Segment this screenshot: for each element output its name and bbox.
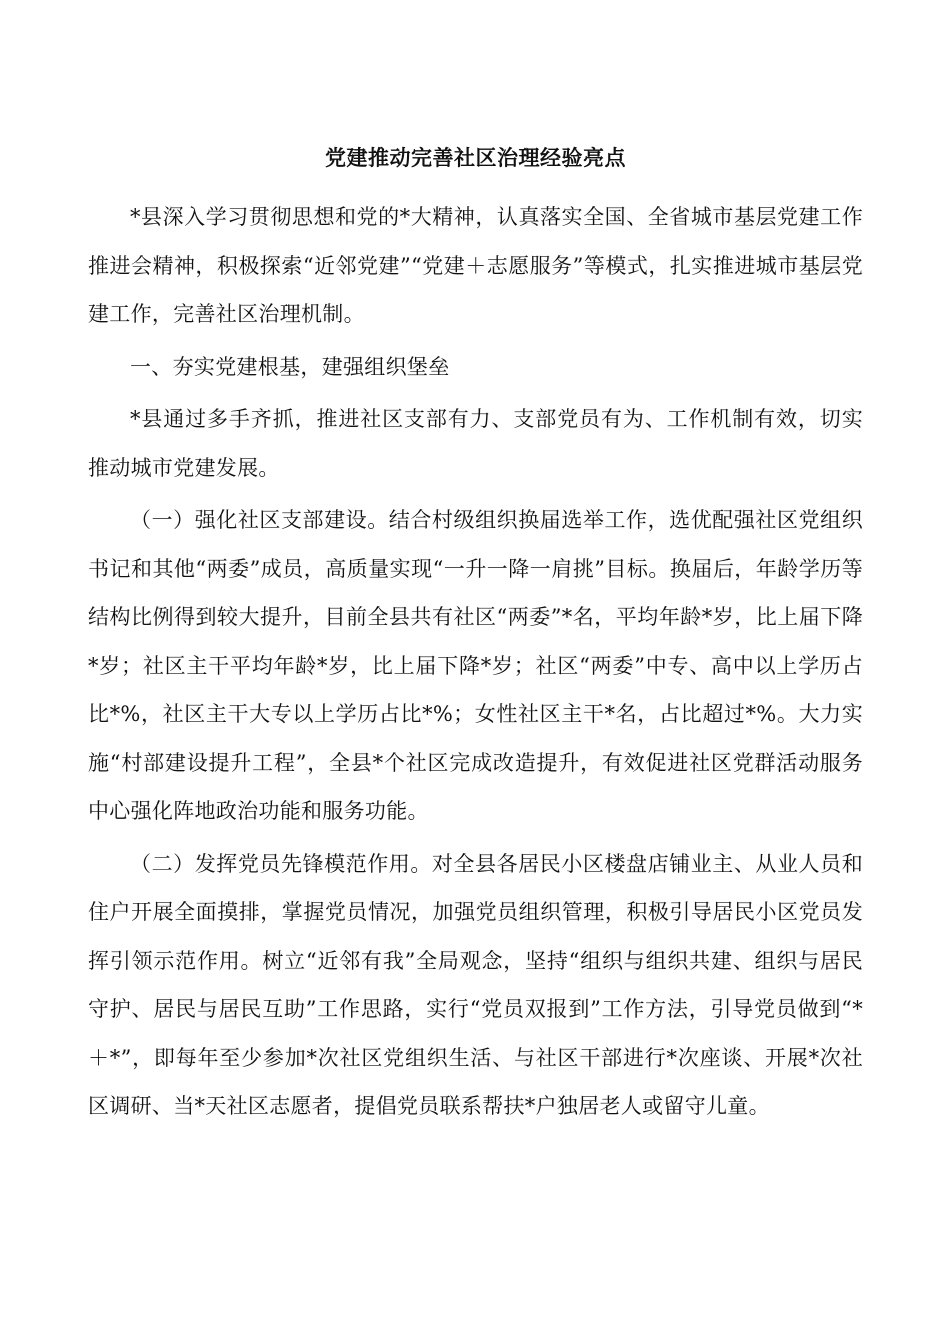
paragraph-section-1-intro: *县通过多手齐抓，推进社区支部有力、支部党员有为、工作机制有效，切实推动城市党建发展。: [88, 407, 863, 480]
document-body: [88, 193, 863, 1135]
document-title: 党建推动完善社区治理经验亮点: [325, 145, 626, 170]
section-heading-1: 一、夯实党建根基，建强组织堡垒: [130, 354, 450, 379]
paragraph-subsection-2: （二）发挥党员先锋模范作用。对全县各居民小区楼盘店铺业主、从业人员和住户开展全面摸排，掌握党员情况，加强党员组织管理，积极引导居民小区党员发挥引领示范作用。树立“近邻有我”全局观念，坚持“组织与组织共建、组织与居民守护、居民与居民互助”工作思路，实行“党员双报到”工作方法，引导党员做到“*＋*”，即每年至少参加*次社区党组织生活、与社区干部进行*次座谈、开展*次社区调研、当*天社区志愿者，提倡党员联系帮扶*户独居老人或留守儿童。: [88, 851, 863, 1118]
paragraph-subsection-1: （一）强化社区支部建设。结合村级组织换届选举工作，选优配强社区党组织书记和其他“两委”成员，高质量实现“一升一降一肩挑”目标。换届后，年龄学历等结构比例得到较大提升，目前全县共有社区“两委”*名，平均年龄*岁，比上届下降*岁；社区主干平均年龄*岁，比上届下降*岁；社区“两委”中专、高中以上学历占比*%，社区主干大专以上学历占比*%；女性社区主干*名，占比超过*%。大力实施“村部建设提升工程”，全县*个社区完成改造提升，有效促进社区党群活动服务中心强化阵地政治功能和服务功能。: [88, 508, 863, 823]
paragraph-intro: *县深入学习贯彻思想和党的*大精神，认真落实全国、全省城市基层党建工作推进会精神，积极探索“近邻党建”“党建＋志愿服务”等模式，扎实推进城市基层党建工作，完善社区治理机制。: [88, 205, 863, 326]
